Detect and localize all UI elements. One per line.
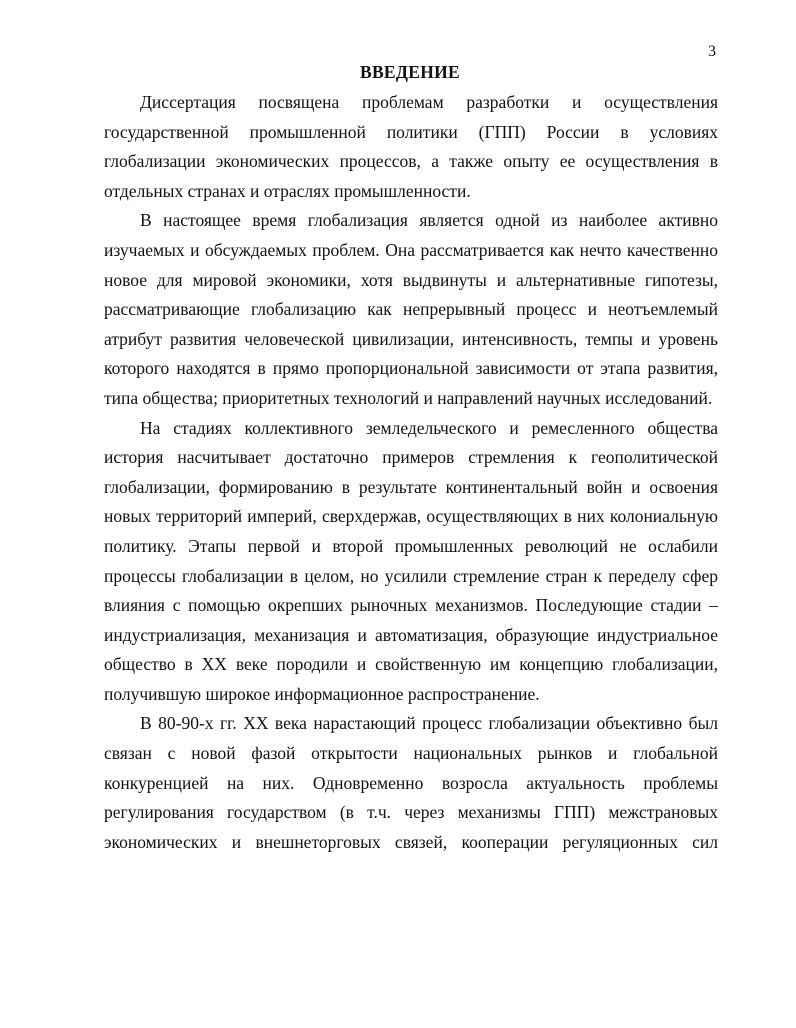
page-number: 3 — [708, 43, 716, 60]
section-title: ВВЕДЕНИЕ — [359, 62, 461, 82]
body-text — [104, 88, 718, 857]
paragraph-2: В настоящее время глобализация является одной из наиболее активно изучаемых и обсуждаемых проблем. Она рассматривается как нечто качественно новое для мировой экономики, хотя выдвинуты и альтернативные гипотезы, рассматривающие глобализацию как непрерывный процесс и неотъемлемый атрибут развития человеческой цивилизации, интенсивность, темпы и уровень которого находятся в прямо пропорциональной зависимости от этапа развития, типа общества; приоритетных технологий и направлений научных исследований. — [104, 210, 718, 408]
paragraph-4: В 80-90-х гг. XX века нарастающий процесс глобализации объективно был связан с новой фазой открытости национальных рынков и глобальной конкуренцией на них. Одновременно возросла актуальность проблемы регулирования государством (в т.ч. через механизмы ГПП) межстрановых экономических и внешнеторговых связей, кооперации регуляционных сил — [104, 713, 718, 852]
paragraph-3: На стадиях коллективного земледельческого и ремесленного общества история насчитывает достаточно примеров стремления к геополитической глобализации, формированию в результате континентальный войн и освоения новых территорий империй, сверхдержав, осуществляющих в них колониальную политику. Этапы первой и второй промышленных революций не ослабили процессы глобализации в целом, но усилили стремление стран к переделу сфер влияния с помощью окрепших рыночных механизмов. Последующие стадии – индустриализация, механизация и автоматизация, образующие индустриальное общество в XX веке породили и свойственную им концепцию глобализации, получившую широкое информационное распространение. — [104, 417, 718, 704]
paragraph-1: Диссертация посвящена проблемам разработки и осуществления государственной промышленной политики (ГПП) России в условиях глобализации экономических процессов, а также опыту ее осуществления в отдельных странах и отраслях промышленности. — [104, 92, 718, 201]
